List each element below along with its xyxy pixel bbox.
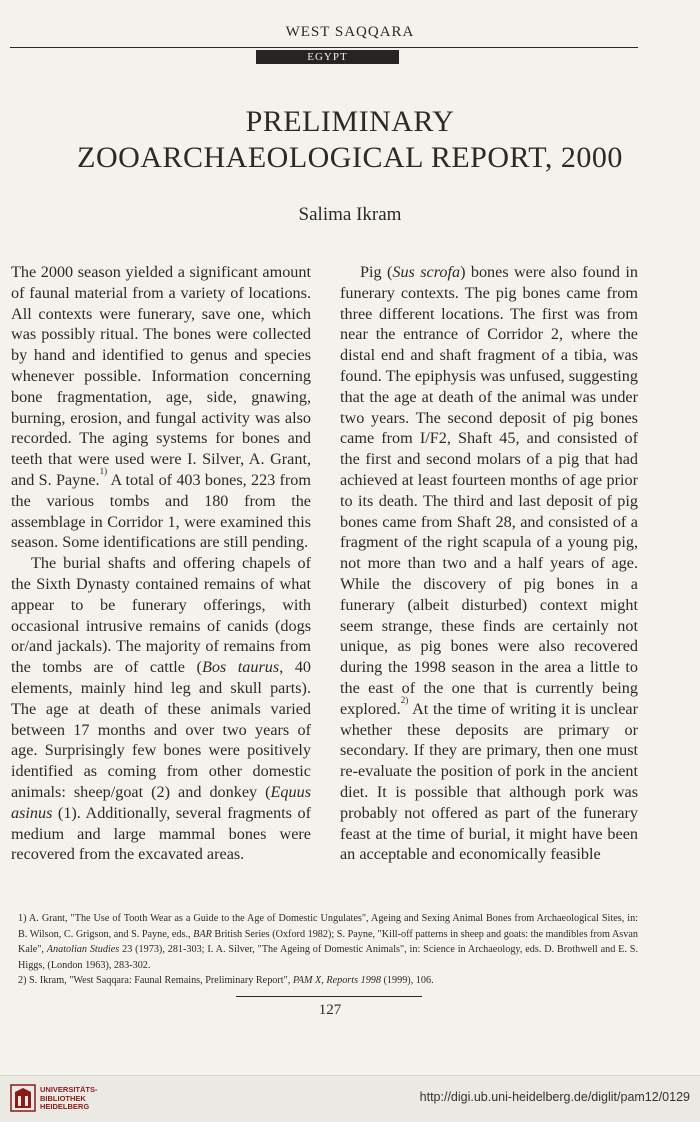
footnote-ref[interactable]: 1)	[99, 465, 108, 476]
footnotes	[18, 911, 638, 989]
title-line-2: ZOOARCHAEOLOGICAL REPORT, 2000	[77, 141, 623, 174]
library-name[interactable]: UNIVERSITÄTS- BIBLIOTHEK HEIDELBERG	[40, 1085, 98, 1111]
footnote-ref[interactable]: 2)	[400, 694, 409, 705]
paragraph: Pig (Sus scrofa) bones were also found in funerary contexts. The pig bones came from three different locations. The first was from near the entrance of Corridor 2, where the distal end and shaft fragment of a tibia, was found. The epiphysis was unfused, suggesting that the age at death of the animal was under two years. The second deposit of pig bones came from I/F2, Shaft 45, and consisted of the first and second molars of a pig that had achieved at least fourteen months of age prior to its death. The third and last deposit of pig bones came from Shaft 28, and consisted of a fragment of the right scapula of a young pig, not more than two and a half years of age. While the discovery of pig bones in a funerary (albeit disturbed) context might seem strange, these finds are certainly not unique, as pig bones were also recovered during the 1998 season in the area a little to the east of the one that is currently being explored.$^{2)}$ At the time of writing it is unclear whether these deposits are primary or secondary. If they are primary, then one must re-evaluate the position of pork in the ancient diet. It is possible that although pork was probably not offered as part of the funerary feast at the time of burial, it might have been an acceptable and economically feasible	[340, 263, 638, 864]
right-column	[340, 262, 638, 865]
article-author: Salima Ikram	[298, 204, 402, 225]
article-title	[0, 104, 700, 176]
section-badge: EGYPT	[256, 50, 399, 64]
paragraph: The 2000 season yielded a significant amount of faunal material from a variety of locations. All contexts were funerary, save one, which was possibly ritual. The bones were collected by hand and identified to genus and species whenever possible. Information concerning bone fragmentation, age, side, gnawing, burning, erosion, and fungal activity was also recorded. The aging systems for bones and teeth that were used were I. Silver, A. Grant, and S. Payne.$^{1)}$ A total of 403 bones, 223 from the various tombs and 180 from the assemblage in Corridor 1, were examined this season. Some identifications are still pending.	[11, 263, 311, 552]
page-number-rule	[236, 996, 422, 997]
footnote-1: 1) A. Grant, "The Use of Tooth Wear as a Guide to the Age of Domestic Ungulates", Ageing and Sexing Animal Bones from Archaeological Sites, in: B. Wilson, C. Grigson, and S. Payne, eds., BAR British Series (Oxford 1982); S. Payne, "Kill-off patterns in sheep and goats: the mandibles from Asvan Kale", Anatolian Studies 23 (1973), 281-303; I. A. Silver, "The Ageing of Domestic Animals", in: Science in Archaeology, eds. D. Brothwell and E. S. Higgs, (London 1963), 283-302.	[18, 913, 638, 971]
library-footer	[0, 1075, 700, 1122]
university-library-logo-icon[interactable]	[10, 1084, 36, 1112]
page-number: 127	[318, 1002, 342, 1018]
source-url-link[interactable]: http://digi.ub.uni-heidelberg.de/diglit/pam12/0129	[419, 1090, 690, 1104]
left-column	[11, 262, 311, 865]
running-header: WEST SAQQARA	[285, 24, 415, 40]
title-line-1: PRELIMINARY	[245, 105, 455, 138]
header-rule	[10, 47, 638, 48]
footnote-2: 2) S. Ikram, "West Saqqara: Faunal Remains, Preliminary Report", PAM X, Reports 1998 (1999), 106.	[18, 975, 434, 987]
paragraph: The burial shafts and offering chapels of the Sixth Dynasty contained remains of what appear to be funerary offerings, with occasional intrusive remains of canids (dogs or/and jackals). The majority of remains from the tombs are of cattle (Bos taurus, 40 elements, mainly hind leg and skull parts). The age at death of these animals varied between 17 months and over two years of age. Surprisingly few bones were positively identified as coming from other domestic animals: sheep/goat (2) and donkey (Equus asinus (1). Additionally, several fragments of medium and large mammal bones were recovered from the excavated areas.	[11, 554, 311, 864]
